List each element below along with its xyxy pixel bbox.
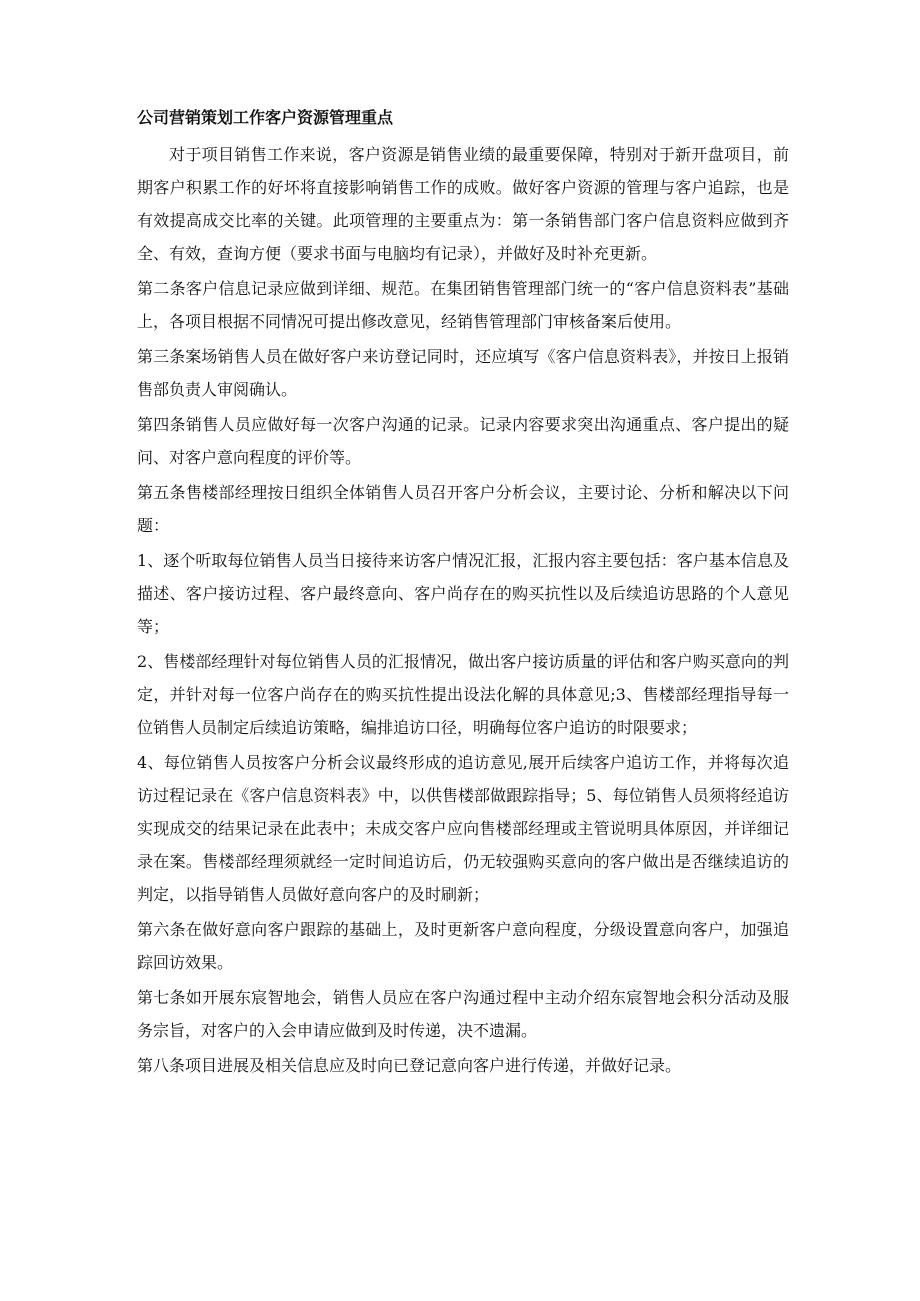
paragraph-article-2: 第二条客户信息记录应做到详细、规范。在集团销售管理部门统一的“客户信息资料表”基础上，各项目根据不同情况可提出修改意见，经销售管理部门审核备案后使用。: [137, 279, 789, 331]
document-title: 公司营销策划工作客户资源管理重点: [137, 108, 394, 127]
paragraph-intro: 对于项目销售工作来说，客户资源是销售业绩的最重要保障，特别对于新开盘项目，前期客户积累工作的好坏将直接影响销售工作的成败。做好客户资源的管理与客户追踪，也是有效提高成交比率的关键。此项管理的主要重点为：第一条销售部门客户信息资料应做到齐全、有效，查询方便（要求书面与电脑均有记录），并做好及时补充更新。: [137, 145, 789, 263]
paragraph-article-4: 第四条销售人员应做好每一次客户沟通的记录。记录内容要求突出沟通重点、客户提出的疑问、对客户意向程度的评价等。: [137, 415, 789, 467]
paragraph-item-4-5: 4、每位销售人员按客户分析会议最终形成的追访意见,展开后续客户追访工作，并将每次追访过程记录在《客户信息资料表》中，以供售楼部做跟踪指导；5、每位销售人员须将经追访实现成交的结果记录在此表中；未成交客户应向售楼部经理或主管说明具体原因，并详细记录在案。售楼部经理须就经一定时间追访后，仍无较强购买意向的客户做出是否继续追访的判定，以指导销售人员做好意向客户的及时刷新；: [137, 753, 789, 904]
paragraph-article-7: 第七条如开展东宸智地会，销售人员应在客户沟通过程中主动介绍东宸智地会积分活动及服务宗旨，对客户的入会申请应做到及时传递，决不遗漏。: [137, 988, 789, 1040]
paragraph-item-2-3: 2、售楼部经理针对每位销售人员的汇报情况，做出客户接访质量的评估和客户购买意向的判定，并针对每一位客户尚存在的购买抗性提出设法化解的具体意见;3、售楼部经理指导每一位销售人员制定后续追访策略，编排追访口径，明确每位客户追访的时限要求；: [137, 652, 789, 737]
paragraph-article-5: 第五条售楼部经理按日组织全体销售人员召开客户分析会议，主要讨论、分析和解决以下问题：: [137, 483, 789, 535]
paragraph-article-6: 第六条在做好意向客户跟踪的基础上，及时更新客户意向程度，分级设置意向客户，加强追踪回访效果。: [137, 920, 789, 972]
paragraph-article-3: 第三条案场销售人员在做好客户来访登记同时，还应填写《客户信息资料表》，并按日上报销售部负责人审阅确认。: [137, 347, 789, 399]
paragraph-item-1: 1、逐个听取每位销售人员当日接待来访客户情况汇报，汇报内容主要包括：客户基本信息及描述、客户接访过程、客户最终意向、客户尚存在的购买抗性以及后续追访思路的个人意见等；: [137, 551, 789, 636]
paragraph-article-8: 第八条项目进展及相关信息应及时向已登记意向客户进行传递，并做好记录。: [137, 1056, 682, 1075]
document-page: [137, 104, 789, 1084]
